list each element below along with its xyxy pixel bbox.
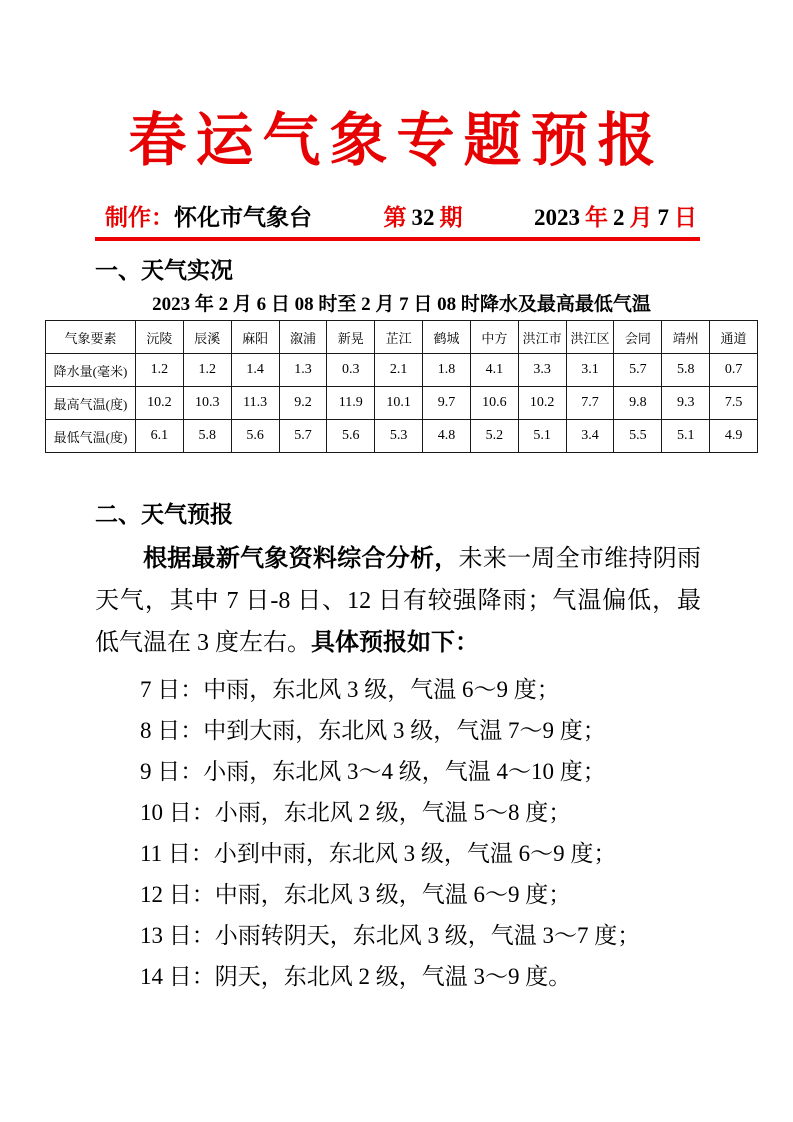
producer-row bbox=[105, 203, 697, 233]
table-cell: 1.8 bbox=[423, 354, 471, 387]
table-header-cell: 麻阳 bbox=[231, 321, 279, 354]
table-cell: 1.2 bbox=[136, 354, 184, 387]
intro-lead-bold: 根据最新气象资料综合分析， bbox=[143, 546, 459, 572]
table-cell: 10.6 bbox=[470, 387, 518, 420]
date-day-label: 日 bbox=[674, 205, 697, 230]
forecast-item-day9: 9 日：小雨，东北风 3～4 级，气温 4～10 度； bbox=[140, 759, 606, 784]
table-header-cell: 洪江市 bbox=[518, 321, 566, 354]
issue-prefix: 第 bbox=[383, 205, 407, 230]
table-cell: 3.1 bbox=[566, 354, 614, 387]
table-header-cell: 洪江区 bbox=[566, 321, 614, 354]
table-header-cell: 中方 bbox=[470, 321, 518, 354]
weather-table-title: 2023 年 2 月 6 日 08 时至 2 月 7 日 08 时降水及最高最低气温 bbox=[152, 294, 651, 315]
table-cell: 9.3 bbox=[662, 387, 710, 420]
table-cell: 0.7 bbox=[710, 354, 758, 387]
table-cell: 5.6 bbox=[327, 420, 375, 453]
forecast-intro bbox=[95, 538, 701, 664]
table-header-cell: 沅陵 bbox=[136, 321, 184, 354]
forecast-item-day13: 13 日：小雨转阴天，东北风 3 级，气温 3～7 度； bbox=[140, 923, 641, 948]
table-cell: 5.3 bbox=[375, 420, 423, 453]
table-cell: 5.7 bbox=[614, 354, 662, 387]
header-divider bbox=[95, 237, 700, 241]
table-cell: 5.1 bbox=[662, 420, 710, 453]
date-month: 2 bbox=[613, 205, 625, 230]
table-cell: 1.3 bbox=[279, 354, 327, 387]
table-cell: 10.2 bbox=[518, 387, 566, 420]
intro-body: 未来一周全市维持阴雨天气，其中 7 日-8 日、12 日有较强降雨；气温偏低，最低气温在 3 度左右。 bbox=[95, 546, 702, 656]
table-cell: 6.1 bbox=[136, 420, 184, 453]
table-cell: 9.7 bbox=[423, 387, 471, 420]
table-cell: 5.6 bbox=[231, 420, 279, 453]
table-cell: 2.1 bbox=[375, 354, 423, 387]
table-cell: 3.3 bbox=[518, 354, 566, 387]
row-label: 降水量(毫米) bbox=[46, 354, 136, 387]
table-cell: 7.5 bbox=[710, 387, 758, 420]
table-cell: 0.3 bbox=[327, 354, 375, 387]
table-cell: 5.1 bbox=[518, 420, 566, 453]
table-cell: 1.2 bbox=[183, 354, 231, 387]
table-cell: 9.2 bbox=[279, 387, 327, 420]
table-header-cell: 气象要素 bbox=[46, 321, 136, 354]
producer-value: 怀化市气象台 bbox=[174, 205, 312, 230]
table-cell: 9.8 bbox=[614, 387, 662, 420]
issue-number: 32 bbox=[411, 205, 435, 230]
date-day: 7 bbox=[657, 205, 669, 230]
table-header-cell: 鹤城 bbox=[423, 321, 471, 354]
table-header-cell: 新晃 bbox=[327, 321, 375, 354]
table-cell: 11.3 bbox=[231, 387, 279, 420]
table-cell: 11.9 bbox=[327, 387, 375, 420]
forecast-list bbox=[140, 669, 733, 997]
table-cell: 5.7 bbox=[279, 420, 327, 453]
table-cell: 10.1 bbox=[375, 387, 423, 420]
date-field bbox=[534, 203, 697, 233]
table-cell: 4.1 bbox=[470, 354, 518, 387]
forecast-item-day11: 11 日：小到中雨，东北风 3 级，气温 6～9 度； bbox=[140, 841, 617, 866]
date-year: 2023 bbox=[534, 205, 580, 230]
table-header-cell: 会同 bbox=[614, 321, 662, 354]
section1-heading: 一、天气实况 bbox=[95, 258, 233, 283]
table-cell: 10.2 bbox=[136, 387, 184, 420]
producer-label: 制作： bbox=[105, 205, 174, 230]
table-cell: 5.5 bbox=[614, 420, 662, 453]
issue-suffix: 期 bbox=[439, 205, 463, 230]
table-row-precipitation bbox=[46, 354, 758, 387]
table-cell: 7.7 bbox=[566, 387, 614, 420]
forecast-item-day8: 8 日：中到大雨，东北风 3 级，气温 7～9 度； bbox=[140, 718, 606, 743]
table-cell: 3.4 bbox=[566, 420, 614, 453]
table-cell: 4.8 bbox=[423, 420, 471, 453]
table-header-cell: 靖州 bbox=[662, 321, 710, 354]
producer-field bbox=[105, 203, 312, 233]
table-cell: 5.8 bbox=[183, 420, 231, 453]
date-month-label: 月 bbox=[629, 205, 653, 230]
table-header-cell: 辰溪 bbox=[183, 321, 231, 354]
table-cell: 10.3 bbox=[183, 387, 231, 420]
table-row-min-temp bbox=[46, 420, 758, 453]
row-label: 最低气温(度) bbox=[46, 420, 136, 453]
row-label: 最高气温(度) bbox=[46, 387, 136, 420]
table-cell: 5.8 bbox=[662, 354, 710, 387]
table-row-max-temp bbox=[46, 387, 758, 420]
forecast-item-day10: 10 日：小雨，东北风 2 级，气温 5～8 度； bbox=[140, 800, 572, 825]
date-year-label: 年 bbox=[585, 205, 608, 230]
intro-tail-bold: 具体预报如下： bbox=[311, 630, 479, 656]
forecast-item-day12: 12 日：中雨，东北风 3 级，气温 6～9 度； bbox=[140, 882, 572, 907]
table-header-row bbox=[46, 321, 758, 354]
table-cell: 4.9 bbox=[710, 420, 758, 453]
weather-table bbox=[45, 320, 758, 453]
forecast-item-day14: 14 日：阴天，东北风 2 级，气温 3～9 度。 bbox=[140, 964, 572, 989]
issue-field bbox=[384, 203, 463, 233]
table-header-cell: 芷江 bbox=[375, 321, 423, 354]
table-cell: 5.2 bbox=[470, 420, 518, 453]
table-header-cell: 通道 bbox=[710, 321, 758, 354]
table-header-cell: 溆浦 bbox=[279, 321, 327, 354]
table-cell: 1.4 bbox=[231, 354, 279, 387]
document-title: 春运气象专题预报 bbox=[128, 108, 665, 173]
section2-heading: 二、天气预报 bbox=[95, 502, 233, 527]
forecast-item-day7: 7 日：中雨，东北风 3 级，气温 6～9 度； bbox=[140, 677, 560, 702]
